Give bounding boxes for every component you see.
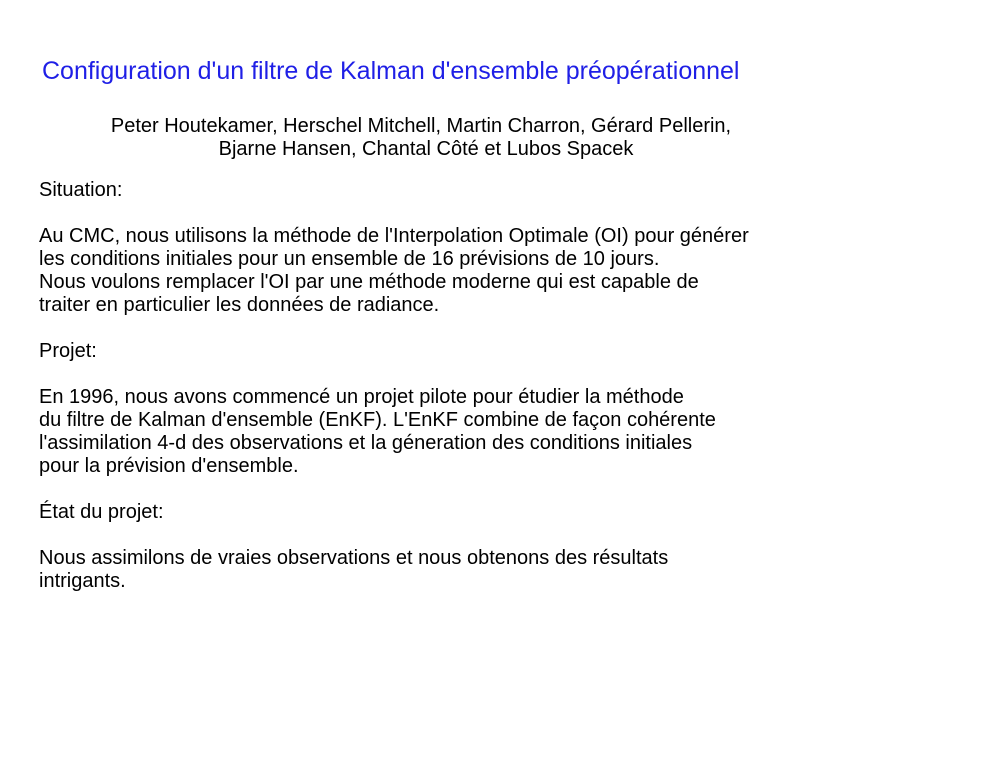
paragraph-gap	[39, 478, 959, 501]
page-title: Configuration d'un filtre de Kalman d'ensemble préopérationnel	[42, 57, 740, 85]
situation-line-3: Nous voulons remplacer l'OI par une méthode moderne qui est capable de	[39, 271, 699, 293]
paragraph-gap	[39, 202, 959, 225]
projet-line-1: En 1996, nous avons commencé un projet pilote pour étudier la méthode	[39, 386, 684, 408]
projet-line-4: pour la prévision d'ensemble.	[39, 455, 299, 477]
paragraph-gap	[39, 317, 959, 340]
document-body	[39, 179, 959, 593]
section-heading-projet: Projet:	[39, 340, 97, 362]
situation-line-2: les conditions initiales pour un ensemble de 16 prévisions de 10 jours.	[39, 248, 660, 270]
paragraph-gap	[39, 363, 959, 386]
section-projet	[39, 340, 959, 478]
section-heading-situation: Situation:	[39, 179, 123, 201]
author-list	[30, 115, 890, 161]
section-etat	[39, 501, 959, 593]
etat-line-1: Nous assimilons de vraies observations et nous obtenons des résultats	[39, 547, 669, 569]
section-heading-etat: État du projet:	[39, 501, 164, 523]
projet-line-3: l'assimilation 4-d des observations et la géneration des conditions initiales	[39, 432, 693, 454]
author-line-2: Bjarne Hansen, Chantal Côté et Lubos Spacek	[218, 138, 634, 160]
paragraph-gap	[39, 524, 959, 547]
situation-line-4: traiter en particulier les données de radiance.	[39, 294, 440, 316]
etat-line-2: intrigants.	[39, 570, 126, 592]
projet-line-2: du filtre de Kalman d'ensemble (EnKF). L'EnKF combine de façon cohérente	[39, 409, 716, 431]
author-line-1: Peter Houtekamer, Herschel Mitchell, Martin Charron, Gérard Pellerin,	[110, 115, 732, 137]
section-situation	[39, 179, 959, 317]
situation-line-1: Au CMC, nous utilisons la méthode de l'Interpolation Optimale (OI) pour générer	[39, 225, 749, 247]
